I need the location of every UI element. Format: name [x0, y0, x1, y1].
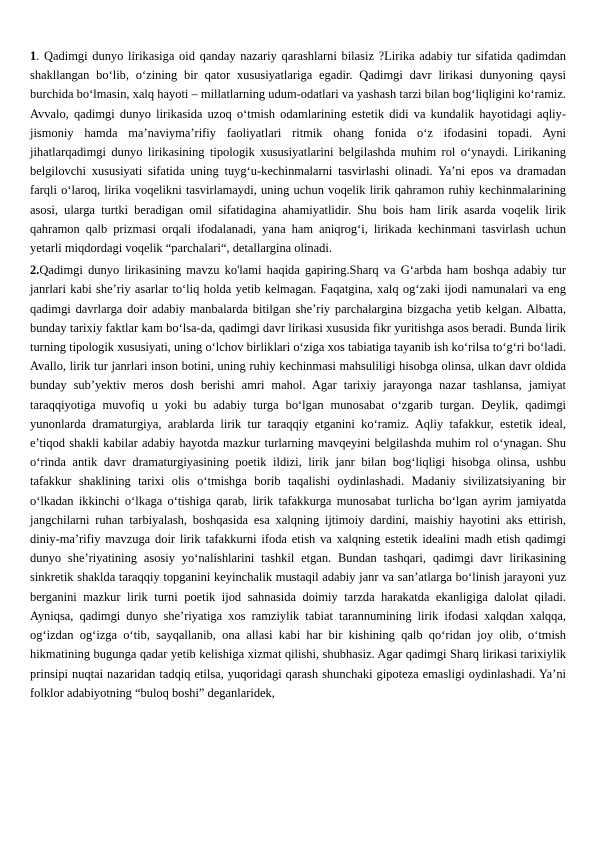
- question-number-separator: .: [36, 49, 45, 63]
- question-number: 1: [30, 49, 37, 63]
- paragraph-question-2: [30, 261, 566, 703]
- question-number: 2.: [30, 263, 40, 278]
- paragraph-text: Qadimgi dunyo lirikasiga oid qanday nazariy qarashlarni bilasiz ?Lirika adabiy tur sifatida qadimdan shakllangan bo‘lib, o‘zining bir qator xususiyatlariga egadir. Qadimgi davr lirikasi dunyoning qaysi burchida bo‘lmasin, xalq hayoti – millatlarning udum-odatlari va yashash tarzi bilan bog‘liqligini ko‘ramiz. Avvalo, qadimgi dunyo lirikasida uzoq o‘tmish odamlarining estetik didi va kundalik hayotidagi aqliy-jismoniy hamda ma’naviyma’rifiy faoliyatlari ritmik ohang fonida o‘z ifodasini topadi. Ayni jihatlarqadimgi dunyo lirikasining tipologik xususiyatlarini belgilashda muhim rol o‘ynaydi. Lirikaning belgilovchi xususiyati sifatida uning tuyg‘u-kechinmalarni tasvirlashi olinadi. Ya’ni epos va dramadan farqli o‘laroq, lirika voqelikni tasvirlamaydi, uning uchun voqelik lirik qahramon ruhiy kechinmalarining asosi, ularga turtki beradigan omil sifatidagina ahamiyatlidir. Shu bois ham lirik asarda voqelik lirik qahramon qalb prizmasi orqali ifodalanadi, yana ham aniqrog‘i, lirikada kechinmani tasvirlash uchun yetarli miqdordagi voqelik “parchalari“, detallargina olinadi.: [30, 49, 566, 256]
- paragraph-text: Qadimgi dunyo lirikasining mavzu ko'lami haqida gapiring.Sharq va G‘arbda ham boshqa adabiy tur janrlari kabi she’riy asarlar to‘liq holda yetib kelmagan. Faqatgina, xalq og‘zaki ijodi namunalari va eng qadimgi davrlarga doir adabiy manbalarda bitilgan she’riy parchalargina bizgacha yetib kelgan. Albatta, bunday tarixiy faktlar kam bo‘lsa-da, qadimgi davr lirikasi xususida fikr yuritishga asos beradi. Bunda lirik turning tipologik xususiyati, uning o‘lchov birliklari o‘ziga xos tabiatiga tayanib ish ko‘rilsa to‘g‘ri bo‘ladi. Avallo, lirik tur janrlari inson botini, uning ruhiy kechinmasi mahsuliligi hisobga olinsa, ulkan davr oldida bunday sub’yektiv meros dosh berishi amri mahol. Agar tarixiy jarayonga nazar tashlansa, jamiyat taraqqiyotiga muvofiq u yoki bu adabiy turga bo‘lgan munosabat o‘zgarib turgan. Deylik, qadimgi yunonlarda dramaturgiya, arablarda lirik tur taraqqiy etganini ko‘ramiz. Aqliy tafakkur, estetik ideal, e’tiqod shakli kabilar adabiy hayotda mazkur turlarning mavqeyini belgilashda muhim rol o‘ynagan. Shu o‘rinda antik davr dramaturgiyasining poetik ildizi, lirik janr bilan bog‘liqligi hisobga olinsa, ushbu tafakkur shaklining tarixi olis o‘tmishga borib taqalishi oydinlashadi. Madaniy sivilizatsiyaning bir o‘lkadan ikkinchi o‘lkaga o‘tishiga qarab, lirik tafakkurga munosabat turlicha bo‘lgan ayrim jamiyatda jangchilarni ruhan tarbiyalash, boshqasida esa xalqning ijtimoiy dardini, maishiy hayotini aks ettirish, diniy-ma’rifiy mavzuga doir lirik tafakkurni ifoda etish va xalqning estetik idealini madh etish qadimgi dunyo she’riyatining asosiy yo‘nalishlarini tashkil etgan. Bundan tashqari, qadimgi davr lirikasining sinkretik shaklda taraqqiy topganini keyinchalik mustaqil adabiy janr va san’atlarga bo‘linish jarayoni yuz berganini mazkur lirik turni poetik ijod sahnasida doimiy tarzda harakatda ekanligiga dalolat qiladi. Ayniqsa, qadimgi dunyo she’riyatiga xos ramziylik tabiat tarannumining lirik ifodasi xalqdan xalqqa, og‘izdan og‘izga o‘tib, sayqallanib, ona allasi kabi har bir kishining qalb qo‘ridan joy olib, o‘tmish hikmatining bugunga qadar yetib kelishiga xizmat qilishi, shubhasiz. Agar qadimgi Sharq lirikasi tarixiylik prinsipi nuqtai nazaridan tadqiq etilsa, yuqoridagi qarash shunchaki gipoteza emasligi oydinlashadi. Ya’ni folklor adabiyotning “buloq boshi” deganlaridek,: [30, 263, 566, 700]
- paragraph-question-1: [30, 47, 566, 258]
